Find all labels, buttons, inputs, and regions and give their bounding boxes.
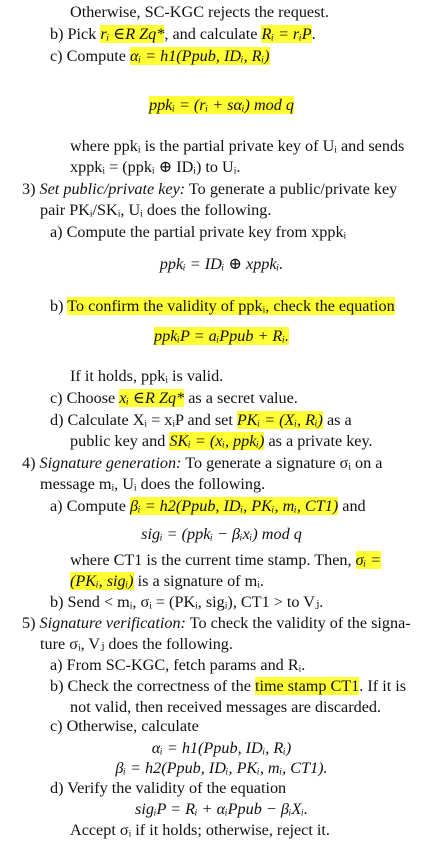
step5-heading — [22, 613, 411, 635]
where-ct-2 — [70, 571, 264, 593]
equation-ppk-xor — [0, 254, 443, 276]
equation-alpha-text: αᵢ = h1(Ppub, IDᵢ, Rᵢ) — [151, 739, 292, 757]
step-2b-r-set: rᵢ ∈R Zq* — [100, 25, 165, 43]
step-5a: a) From SC-KGC, fetch params and Rᵢ. — [50, 656, 306, 674]
step5-text-2: ture σᵢ, Vⱼ does the following. — [40, 635, 233, 653]
equation-ppk-text: ppkᵢ = (rᵢ + sαᵢ) mod q — [148, 96, 295, 114]
step-4a-compute: Compute — [66, 497, 126, 515]
where-ct-sigma: σᵢ = — [355, 551, 382, 569]
step-3c-secret: as a secret value. — [188, 389, 298, 407]
step-2c-alpha: αᵢ = h1(Ppub, IDᵢ, Rᵢ) — [130, 47, 270, 65]
step-5b-label: b) — [50, 677, 64, 695]
step-3b — [50, 296, 395, 318]
step3-text-1: To generate a public/private key — [188, 180, 398, 198]
step-3d-PK: PKᵢ = (Xᵢ, Rᵢ) — [236, 411, 323, 429]
step-4a-beta: βᵢ = h2(Ppub, IDᵢ, PKᵢ, mᵢ, CT1) — [130, 497, 339, 515]
step3-heading — [22, 179, 397, 201]
step3-label: 3) — [22, 180, 36, 198]
step-3c-label: c) — [50, 389, 63, 407]
step4-title: Signature generation: — [39, 454, 182, 472]
step-3d-calc: Calculate Xᵢ = xᵢP and set — [67, 411, 233, 429]
equation-ppk — [0, 95, 443, 117]
step-3d-label: d) — [50, 411, 64, 429]
step-3c-choose: Choose — [66, 389, 116, 407]
where-ct-1-text: where CT1 is the current time stamp. Then, — [70, 551, 352, 569]
step4-heading — [22, 453, 382, 475]
step-2c-compute: Compute — [66, 47, 126, 65]
step5-label: 5) — [22, 614, 36, 632]
step-2c — [50, 46, 270, 68]
equation-check — [0, 326, 443, 348]
where-ct-2-hl: (PKᵢ, sigᵢ) — [70, 572, 134, 590]
step-3d-public: as a — [327, 411, 352, 429]
where-ppk-1: where ppkᵢ is the partial private key of Uᵢ and sends — [70, 137, 405, 155]
step-4a-and: and — [342, 497, 366, 515]
equation-check-text: ppkᵢP = aᵢPpub + Rᵢ. — [154, 327, 289, 345]
step-2b: b) Pick rᵢ ∈R Zq*, and calculate Rᵢ = rᵢP. — [50, 25, 316, 43]
reject-line: Otherwise, SC-KGC rejects the request. — [70, 3, 329, 21]
step-3b-label: b) — [50, 297, 64, 315]
step-2b-Ri: Rᵢ = rᵢP — [261, 25, 312, 43]
step-4a-label: a) — [50, 497, 63, 515]
equation-alpha — [0, 738, 443, 760]
step4-label: 4) — [22, 454, 36, 472]
step-2b-pick: Pick — [67, 25, 97, 43]
step-3d-SK: SKᵢ = (xᵢ, ppkᵢ) — [169, 432, 265, 450]
step-3c — [50, 388, 298, 410]
step5-title: Signature verification: — [39, 614, 186, 632]
equation-beta-text: βᵢ = h2(Ppub, IDᵢ, PKᵢ, mᵢ, CT1). — [115, 759, 328, 777]
step-2b-label: b) — [50, 25, 64, 43]
step3-title: Set public/private key: — [39, 180, 186, 198]
step-4a — [50, 496, 366, 518]
step-3d-line2-a: public key and — [70, 432, 166, 450]
equation-ppk-xor-text: ppkᵢ = IDᵢ ⊕ xppkᵢ. — [159, 255, 284, 273]
step4-text-1: To generate a signature σᵢ on a — [185, 454, 383, 472]
step3-text-2: pair PKᵢ/SKᵢ, Uᵢ does the following. — [40, 201, 272, 219]
step-3d-line2 — [70, 431, 373, 453]
step-5b-highlight: time stamp CT1 — [254, 677, 360, 695]
where-ppk-2: xppkᵢ = (ppkᵢ ⊕ IDᵢ) to Uᵢ. — [70, 158, 241, 176]
step-5c: c) Otherwise, calculate — [50, 717, 199, 735]
where-ct-1 — [70, 550, 381, 572]
step-5b-text: Check the correctness of the — [67, 677, 251, 695]
equation-sig — [0, 524, 443, 546]
step-5b — [50, 676, 406, 698]
step-2b-and-calc: , and calculate — [164, 25, 258, 43]
equation-verify: sigᵢP = Rᵢ + αᵢPpub − βᵢXᵢ. — [135, 800, 308, 818]
equation-sig-text: sigᵢ = (ppkᵢ − βᵢxᵢ) mod q — [141, 525, 302, 543]
step-2c-label: c) — [50, 47, 63, 65]
step-5b-text2: . If it is — [359, 677, 407, 695]
step-3b-text: To confirm the validity of ppkᵢ, check the equation — [67, 297, 395, 315]
step5-text-1: To check the validity of the signa- — [189, 614, 411, 632]
accept-line: Accept σᵢ if it holds; otherwise, reject it. — [70, 821, 330, 839]
step-3c-x: xᵢ ∈R Zq* — [119, 389, 185, 407]
step-5b-line2: not valid, then received messages are discarded. — [70, 698, 382, 716]
where-ct-2-text: is a signature of mᵢ. — [137, 572, 264, 590]
step-3a: a) Compute the partial private key from xppkᵢ — [50, 223, 347, 241]
step-3d-line2-b: as a private key. — [268, 432, 373, 450]
equation-beta — [0, 758, 443, 780]
step-4b: b) Send < mᵢ, σᵢ = (PKᵢ, sigᵢ), CT1 > to Vⱼ. — [50, 593, 324, 611]
step4-text-2: message mᵢ, Uᵢ does the following. — [40, 475, 266, 493]
step-3d — [50, 410, 352, 432]
step-5d: d) Verify the validity of the equation — [50, 779, 287, 797]
if-holds: If it holds, ppkᵢ is valid. — [70, 367, 224, 385]
